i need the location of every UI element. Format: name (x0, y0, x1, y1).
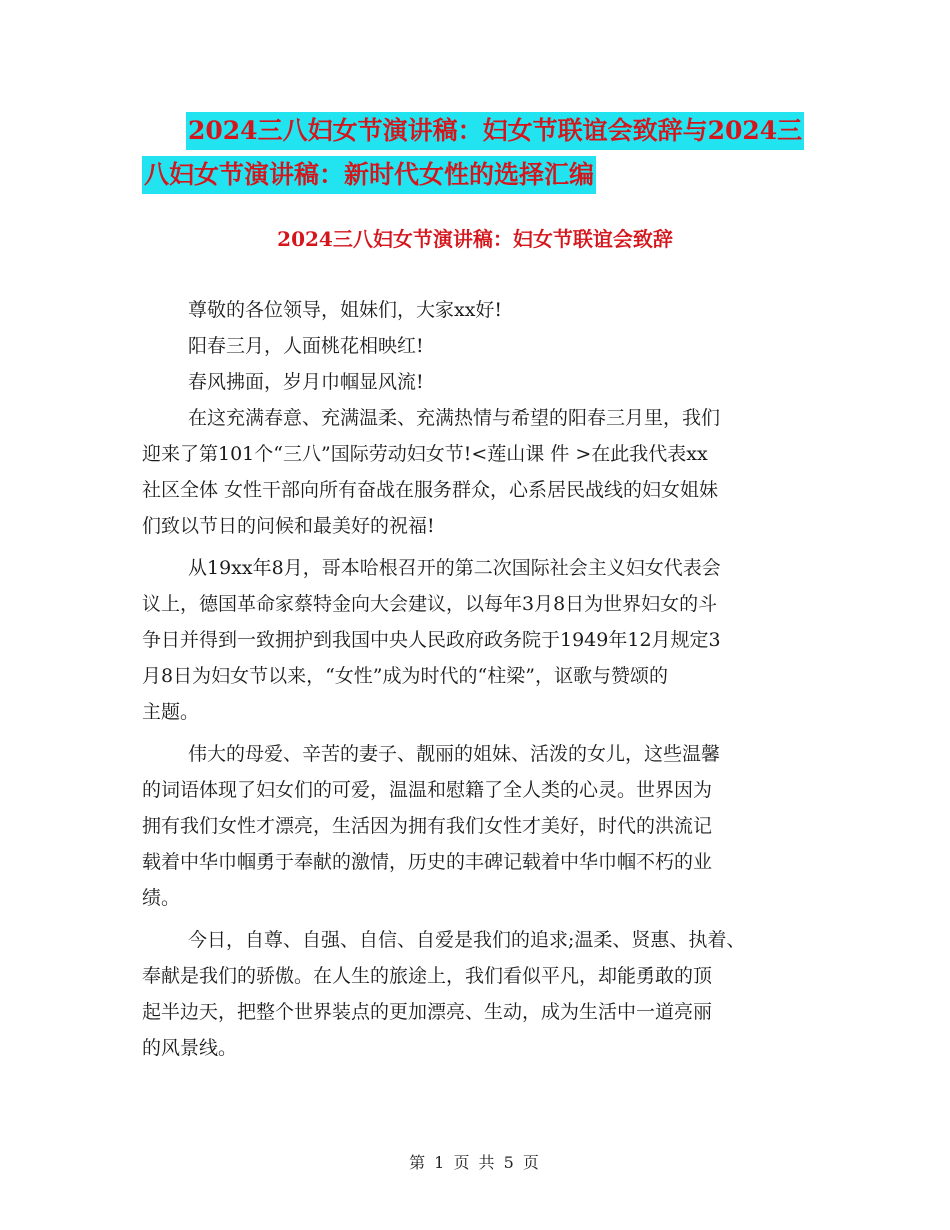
paragraph-line: 的词语体现了妇女们的可爱，温温和慰籍了全人类的心灵。世界因为 (142, 779, 713, 801)
title-line-1: 2024三八妇女节演讲稿：妇女节联谊会致辞与2024三 (186, 112, 804, 150)
paragraph-line: 尊敬的各位领导，姐妹们，大家xx好! (188, 299, 503, 321)
paragraph (142, 328, 822, 364)
paragraph-line: 在这充满春意、充满温柔、充满热情与希望的阳春三月里，我们 (188, 407, 721, 429)
paragraph (142, 550, 822, 730)
paragraph-line: 奉献是我们的骄傲。在人生的旅途上，我们看似平凡，却能勇敢的顶 (142, 965, 713, 987)
paragraph-line: 载着中华巾帼勇于奉献的激情，历史的丰碑记载着中华巾帼不朽的业 (142, 851, 713, 873)
title-line-2: 八妇女节演讲稿：新时代女性的选择汇编 (142, 156, 596, 194)
paragraph (142, 736, 822, 916)
paragraph (142, 400, 822, 544)
paragraph (142, 292, 822, 328)
paragraph-line: 议上，德国革命家蔡特金向大会建议，以每年3月8日为世界妇女的斗 (142, 593, 718, 615)
paragraph-line: 的风景线。 (142, 1037, 238, 1059)
paragraph-line: 今日，自尊、自强、自信、自爱是我们的追求;温柔、贤惠、执着、 (188, 929, 746, 951)
paragraph-line: 起半边天，把整个世界装点的更加漂亮、生动，成为生活中一道亮丽 (142, 1001, 713, 1023)
paragraph-line: 伟大的母爱、辛苦的妻子、靓丽的姐妹、活泼的女儿，这些温馨 (188, 743, 721, 765)
paragraph-line: 从19xx年8月，哥本哈根召开的第二次国际社会主义妇女代表会 (188, 557, 721, 579)
paragraph-line: 月8日为妇女节以来，“女性”成为时代的“柱梁”，讴歌与赞颂的 (142, 665, 668, 687)
document-body (142, 292, 822, 1066)
paragraph-line: 主题。 (142, 701, 200, 723)
paragraph-line: 争日并得到一致拥护到我国中央人民政府政务院于1949年12月规定3 (142, 629, 721, 651)
paragraph-line: 春风拂面，岁月巾帼显风流! (188, 371, 424, 393)
paragraph-line: 们致以节日的问候和最美好的祝福! (142, 515, 435, 537)
paragraph (142, 922, 822, 1066)
paragraph-line: 拥有我们女性才漂亮，生活因为拥有我们女性才美好，时代的洪流记 (142, 815, 713, 837)
paragraph-line: 阳春三月，人面桃花相映红! (188, 335, 424, 357)
paragraph (142, 364, 822, 400)
section-heading: 2024三八妇女节演讲稿：妇女节联谊会致辞 (277, 227, 673, 251)
paragraph-line: 迎来了第101个“三八”国际劳动妇女节!<莲山课 件 >在此我代表xx (142, 443, 708, 465)
page-footer: 第 1 页 共 5 页 (409, 1153, 541, 1172)
paragraph-line: 社区全体 女性干部向所有奋战在服务群众，心系居民战线的妇女姐妹 (142, 479, 719, 501)
paragraph-line: 绩。 (142, 887, 181, 909)
